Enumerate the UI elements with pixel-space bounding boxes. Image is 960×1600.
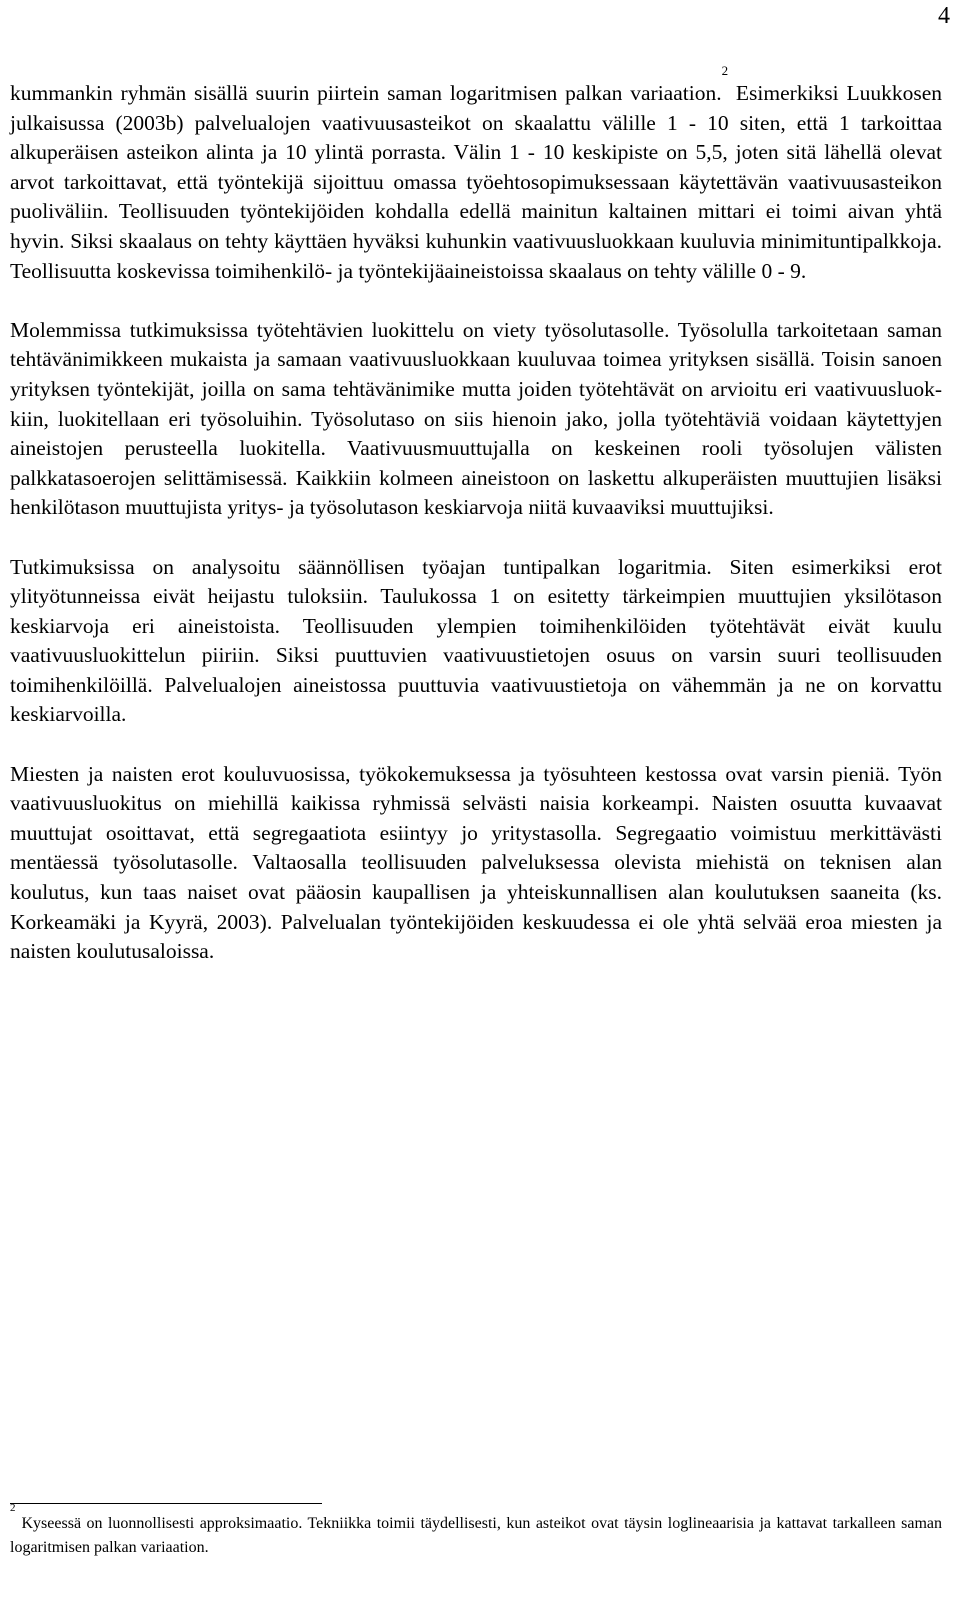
paragraph-4: Miesten ja naisten erot kouluvuosissa, työkokemuksessa ja työsuhteen kestossa ovat varsin pieniä. Työn vaativuusluokitus on miehillä kaikissa ryhmissä selvästi naisia korkeampi. Naisten osuutta kuvaavat muuttujat osoittavat, että segregaatiota esiintyy jo yritystasolla. Segregaatio voimistuu merkittävästi mentäessä työsolutasolle. Valtaosalla teollisuuden palveluksessa olevista miehistä on teknisen alan koulutus, kun taas naiset ovat pääosin kaupallisen ja yhteiskunnallisen alan koulutuksen saaneita (ks. Korkeamäki ja Kyyrä, 2003). Palvelualan työntekijöiden keskuudessa ei ole yhtä selvää eroa miesten ja naisten koulutusaloissa. — [10, 761, 942, 964]
page-number: 4 — [938, 3, 950, 29]
footnote-reference: 2 — [721, 63, 729, 78]
footnote-text: Kyseessä on luonnollisesti approksimaatio. Tekniikka toimii täydellisesti, kun asteikot ovat täysin loglineaarisia ja kattavat tarkalleen saman logaritmisen palkan variaation. — [10, 1515, 942, 1556]
paragraph-1 — [10, 63, 942, 286]
body-text — [10, 63, 942, 996]
footnote — [10, 1502, 942, 1560]
paragraph-2: Molemmissa tutkimuksissa työtehtävien luokittelu on viety työsolutasolle. Työsolulla tarkoitetaan saman tehtävänimikkeen mukaista ja samaan vaativuusluokkaan kuuluvaa toimea yrityksen sisällä. Toisin sanoen yrityksen työntekijät, joilla on sama tehtävänimike mutta joiden työtehtävät on arvioitu eri vaativuusluokkiin, luokitellaan eri työsoluihin. Työsolutaso on siis hienoin jako, jolla työtehtäviä voidaan käytettyjen aineistojen perusteella luokitella. Vaativuusmuuttujalla on keskeinen rooli työsolujen välisten palkkatasoerojen selittämisessä. Kaikkiin kolmeen aineistoon on laskettu alkuperäisten muuttujien lisäksi henkilötason muuttujista yritys- ja työsolutason keskiarvoja niitä kuvaaviksi muuttujiksi. — [10, 317, 942, 520]
paragraph-3: Tutkimuksissa on analysoitu säännöllisen työajan tuntipalkan logaritmia. Siten esimerkiksi erot ylityötunneissa eivät heijastu tuloksiin. Taulukossa 1 on esitetty tärkeimpien muuttujien yksilötason keskiarvoja eri aineistoista. Teollisuuden ylempien toimihenkilöiden työtehtävät eivät kuulu vaativuusluokittelun piiriin. Siksi puuttuvien vaativuustietojen osuus on varsin suuri teollisuuden toimihenkilöillä. Palvelualojen aineistossa puuttuvia vaativuustietoja on vähemmän ja ne on korvattu keskiarvoilla. — [10, 554, 942, 727]
paragraph-1-text-after-ref: Esimerkiksi Luukkosen julkaisussa (2003b) palvelualojen vaativuusasteikot on skaalattu välille 1 - 10 siten, että 1 tarkoittaa alkuperäisen asteikon alinta ja 10 ylintä porrasta. Välin 1 - 10 keskipiste on 5,5, joten sitä lähellä olevat arvot tarkoittavat, että työntekijä sijoittuu omassa työehtosopimuksessaan käytettävän vaativuusasteikon puoliväliin. Teollisuuden työntekijöiden kohdalla edellä mainitun kaltainen mittari ei toimi aivan yhtä hyvin. Siksi skaalaus on tehty käyttäen hyväksi kuhunkin vaativuusluokkaan kuuluvia minimituntipalkkoja. Teollisuutta koskevissa toimihenkilö- ja työntekijäaineistoissa skaalaus on tehty välille 0 - 9. — [10, 81, 942, 283]
footnote-divider — [10, 1503, 322, 1504]
footnote-number: 2 — [10, 1502, 16, 1514]
paragraph-1-text-before-ref: kummankin ryhmän sisällä suurin piirtein saman logaritmisen palkan variaation. — [10, 81, 722, 105]
